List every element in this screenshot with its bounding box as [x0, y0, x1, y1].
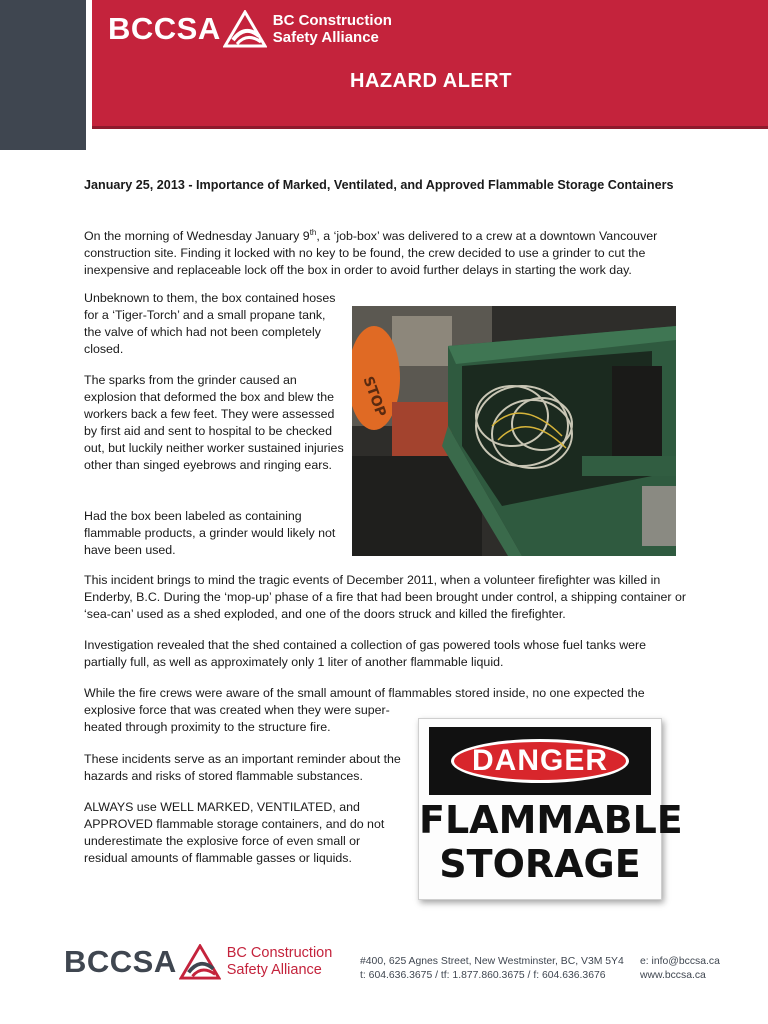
footer-website-link[interactable]: www.bccsa.ca [640, 970, 706, 981]
paragraph-2: Unbeknown to them, the box contained hoses for a ‘Tiger-Torch’ and a small propane tank, the valve of which had not been completely closed. [84, 291, 336, 356]
logo-subtitle [273, 12, 392, 46]
footer-logo-subtitle-line-2: Safety Alliance [226, 962, 322, 978]
hazard-alert-title: HAZARD ALERT [350, 70, 512, 92]
incident-photo [352, 306, 676, 556]
footer-phones: t: 604.636.3675 / tf: 1.877.860.3675 / f: 604.636.3676 [360, 970, 606, 981]
paragraph-4: Had the box been labeled as containing flammable products, a grinder would likely not have been used. [84, 509, 336, 557]
footer-logo-triangle-icon [179, 944, 221, 980]
footer-logo-wordmark: BCCSA [64, 944, 177, 979]
logo-wordmark: BCCSA [108, 11, 221, 46]
paragraph-7-rest: explosive force that was created when they were super-heated through proximity to the structure fire. [84, 703, 390, 734]
logo-triangle-icon [223, 10, 267, 48]
logo-subtitle-line-1: BC Construction [272, 12, 392, 29]
paragraph-7-line-1: While the fire crews were aware of the small amount of flammables stored inside, no one expected the [84, 686, 645, 700]
footer-address: #400, 625 Agnes Street, New Westminster, BC, V3M 5Y4 [360, 956, 624, 967]
photo-stop-sign-text: STOP [359, 374, 389, 420]
paragraph-1 [84, 224, 686, 279]
sign-black-header [429, 727, 651, 795]
footer-email[interactable]: e: info@bccsa.ca [640, 956, 720, 967]
footer-logo [64, 944, 332, 980]
paragraph-9: ALWAYS use WELL MARKED, VENTILATED, and APPROVED flammable storage containers, and do not underestimate the explosive force of even small or residual amounts of flammable gasses or liquids. [84, 800, 385, 865]
paragraph-3: The sparks from the grinder caused an explosion that deformed the box and blew the workers back a few feet. They were assessed by first aid and sent to hospital to be checked out, but luckily neither worker sustained injuries other than singed eyebrows and ringing ears. [84, 373, 344, 472]
header-dark-block [0, 0, 86, 150]
paragraph-6: Investigation revealed that the shed contained a collection of gas powered tools whose fuel tanks were partially full, as well as approximately only 1 liter of another flammable liquid. [84, 638, 647, 669]
logo-subtitle-line-2: Safety Alliance [272, 29, 379, 46]
paragraph-8: These incidents serve as an important reminder about the hazards and risks of stored flammable substances. [84, 752, 401, 783]
paragraph-1-start: On the morning of Wednesday January 9 [84, 229, 310, 244]
footer-logo-subtitle [227, 945, 333, 979]
header-divider [92, 126, 768, 129]
paragraph-1-end: , a ‘job-box’ was delivered to a crew at a downtown Vancouver construction site. Finding it locked with no key to be found, the crew decided to use a grinder to cut the inexpensive and replaceable lock off the box in order to avoid further delays in starting the work day. [84, 229, 658, 278]
incident-photo-drawing [352, 306, 676, 556]
footer-logo-subtitle-line-1: BC Construction [226, 945, 333, 961]
article-title: January 25, 2013 - Importance of Marked, Ventilated, and Approved Flammable Storage Containers [84, 178, 674, 192]
paragraph-1-sup: th [309, 228, 317, 237]
sign-line-flammable: FLAMMABLE [419, 798, 683, 842]
sign-line-storage: STORAGE [439, 842, 641, 886]
sign-danger-oval: DANGER [451, 739, 629, 783]
footer-contact-block [640, 955, 720, 983]
paragraph-5: This incident brings to mind the tragic events of December 2011, when a volunteer firefighter was killed in Enderby, B.C. During the ‘mop-up’ phase of a fire that had been brought under control, a shipping container or ‘sea-can’ used as a shed exploded, and one of the doors struck and killed the firefighter. [84, 573, 687, 621]
footer-address-block [360, 955, 624, 983]
danger-flammable-storage-sign [418, 718, 683, 900]
header-logo [108, 10, 392, 48]
